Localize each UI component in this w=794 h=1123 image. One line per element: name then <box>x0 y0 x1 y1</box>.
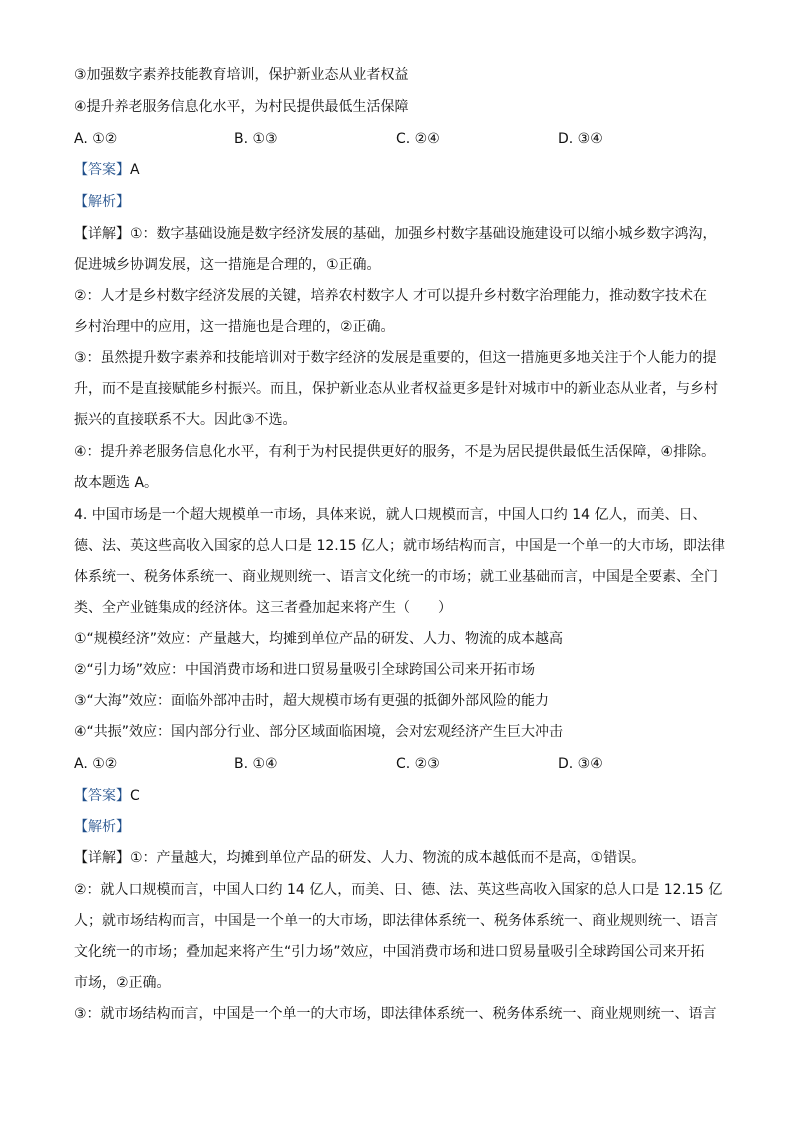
q4-item-3: ③“大海”效应：面临外部冲击时，超大规模市场有更强的抵御外部风险的能力 <box>74 693 550 709</box>
q3-detail-line: 升，而不是直接赋能乡村振兴。而且，保护新业态从业者权益更多是针对城市中的新业态从业者，与乡村 <box>74 381 718 397</box>
q3-detail-line: 【详解】①：数字基础设施是数字经济发展的基础，加强乡村数字基础设施建设可以缩小城乡数字鸿沟， <box>74 226 717 242</box>
q4-item-1: ①“规模经济”效应：产量越大，均摊到单位产品的研发、人力、物流的成本越高 <box>74 631 564 647</box>
q3-detail-line: 故本题选 A。 <box>74 475 159 491</box>
answer-label: 【答案】 <box>74 162 130 178</box>
q4-detail-line: 市场，②正确。 <box>74 975 171 991</box>
q4-stem-line: 4. 中国市场是一个超大规模单一市场，具体来说，就人口规模而言，中国人口约 14 亿人，而美、日、 <box>74 507 707 523</box>
q3-option-b: B. ①③ <box>234 131 278 147</box>
q3-detail-line: ②：人才是乡村数字经济发展的关键，培养农村数字人 才可以提升乡村数字治理能力，推动数字技术在 <box>74 288 707 304</box>
q4-option-d: D. ③④ <box>558 756 603 772</box>
q3-analysis-label: 【解析】 <box>74 194 130 210</box>
q3-detail-line: 振兴的直接联系不大。因此③不选。 <box>74 412 297 428</box>
q3-item-4: ④提升养老服务信息化水平，为村民提供最低生活保障 <box>74 99 409 115</box>
q3-option-c: C. ②④ <box>396 131 440 147</box>
q4-detail-line: 【详解】①：产量越大，均摊到单位产品的研发、人力、物流的成本越低而不是高，①错误。 <box>74 850 646 866</box>
q4-option-b: B. ①④ <box>234 756 278 772</box>
q4-options <box>74 754 714 774</box>
q4-stem-line: 类、全产业链集成的经济体。这三者叠加起来将产生（ ） <box>74 600 452 616</box>
q4-option-c: C. ②③ <box>396 756 440 772</box>
q4-analysis-label: 【解析】 <box>74 819 130 835</box>
q4-option-a: A. ①② <box>74 756 118 772</box>
q3-detail-line: 乡村治理中的应用，这一措施也是合理的，②正确。 <box>74 319 395 335</box>
q4-detail-line: 文化统一的市场；叠加起来将产生“引力场”效应，中国消费市场和进口贸易量吸引全球跨国公司来开拓 <box>74 944 705 960</box>
q4-detail-line: ③：就市场结构而言，中国是一个单一的大市场，即法律体系统一、税务体系统一、商业规则统一、语言 <box>74 1006 717 1022</box>
q4-item-4: ④“共振”效应：国内部分行业、部分区域面临困境，会对宏观经济产生巨大冲击 <box>74 724 564 740</box>
answer-label: 【答案】 <box>74 788 130 804</box>
answer-value: C <box>130 788 140 804</box>
q3-detail-line: ④：提升养老服务信息化水平，有利于为村民提供更好的服务，不是为居民提供最低生活保障，④排除。 <box>74 444 716 460</box>
q3-detail-line: 促进城乡协调发展，这一措施是合理的，①正确。 <box>74 257 381 273</box>
q3-answer <box>74 160 140 180</box>
q3-detail-line: ③：虽然提升数字素养和技能培训对于数字经济的发展是重要的，但这一措施更多地关注于个人能力的提 <box>74 350 717 366</box>
q3-option-d: D. ③④ <box>558 131 603 147</box>
q4-answer <box>74 786 140 806</box>
q4-stem-line: 体系统一、税务体系统一、商业规则统一、语言文化统一的市场；就工业基础而言，中国是全要素、全门 <box>74 569 718 585</box>
q4-stem-line: 德、法、英这些高收入国家的总人口是 12.15 亿人；就市场结构而言，中国是一个单一的大市场，即法律 <box>74 538 725 554</box>
answer-value: A <box>130 162 140 178</box>
q4-item-2: ②“引力场”效应：中国消费市场和进口贸易量吸引全球跨国公司来开拓市场 <box>74 662 536 678</box>
q3-options <box>74 129 714 149</box>
q4-detail-line: 人；就市场结构而言，中国是一个单一的大市场，即法律体系统一、税务体系统一、商业规则统一、语言 <box>74 913 718 929</box>
q3-item-3: ③加强数字素养技能教育培训，保护新业态从业者权益 <box>74 67 409 83</box>
q4-detail-line: ②：就人口规模而言，中国人口约 14 亿人，而美、日、德、法、英这些高收入国家的总人口是 12.15 亿 <box>74 882 723 898</box>
q3-option-a: A. ①② <box>74 131 118 147</box>
